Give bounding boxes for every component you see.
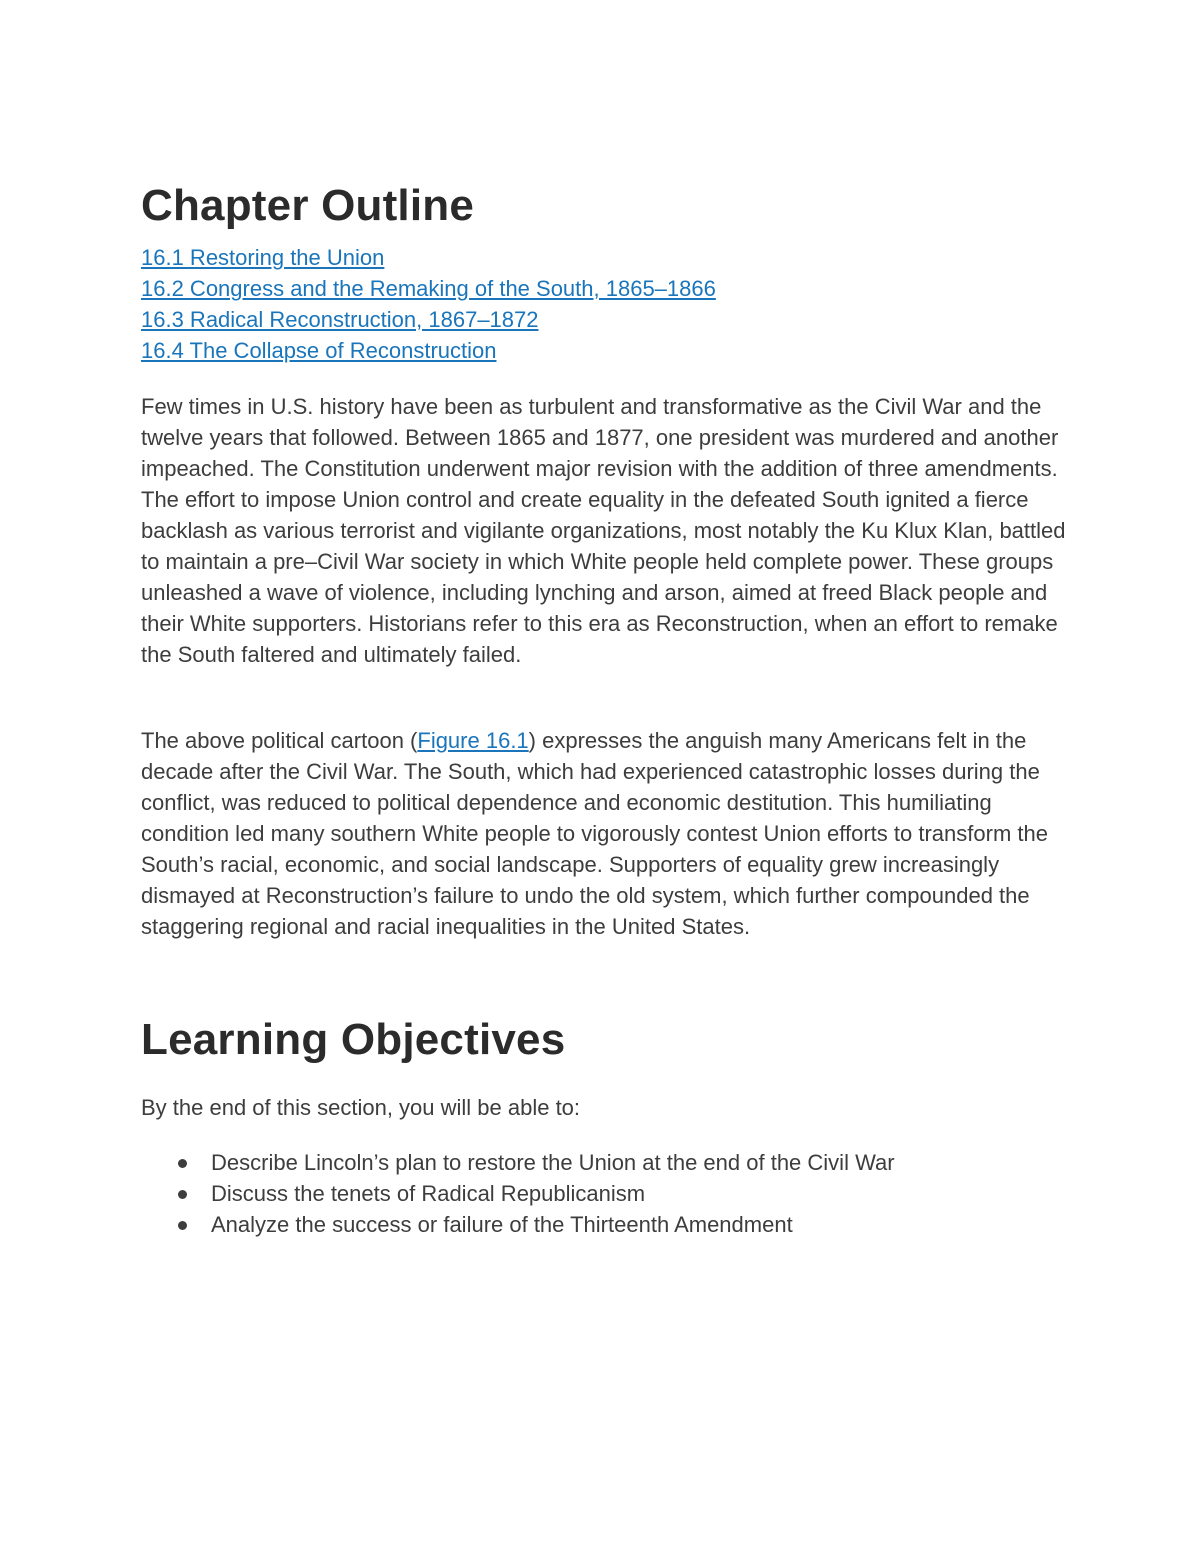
cartoon-paragraph-rest: ) expresses the anguish many Americans felt in the decade after the Civil War. The South, which had experienced catastrophic losses during the conflict, was reduced to political dependence and economic destitution. This humiliating condition led many southern White people to vigorously contest Union efforts to transform the South’s racial, economic, and social landscape. Supporters of equality grew increasingly dismayed at Reconstruction’s failure to undo the old system, which further compounded the staggering regional and racial inequalities in the United States.	[141, 728, 1048, 939]
outline-link-16-3[interactable]: 16.3 Radical Reconstruction, 1867–1872	[141, 307, 539, 332]
objective-item	[141, 1147, 895, 1178]
outline-link-16-4[interactable]: 16.4 The Collapse of Reconstruction	[141, 338, 497, 363]
objective-text: Discuss the tenets of Radical Republicanism	[211, 1181, 646, 1206]
outline-item	[141, 335, 716, 366]
objectives-intro: By the end of this section, you will be able to:	[141, 1095, 581, 1120]
outline-item	[141, 242, 716, 273]
objective-item	[141, 1209, 895, 1240]
objective-item	[141, 1178, 895, 1209]
objectives-list	[141, 1147, 895, 1240]
cartoon-paragraph	[141, 725, 1066, 942]
objective-text: Analyze the success or failure of the Thirteenth Amendment	[211, 1212, 793, 1237]
outline-link-16-1[interactable]: 16.1 Restoring the Union	[141, 245, 385, 270]
bullet-icon	[178, 1190, 187, 1199]
bullet-icon	[178, 1221, 187, 1230]
learning-objectives-heading: Learning Objectives	[141, 1015, 566, 1064]
chapter-outline-list	[141, 242, 716, 366]
chapter-outline-heading: Chapter Outline	[141, 181, 475, 230]
intro-paragraph: Few times in U.S. history have been as turbulent and transformative as the Civil War and the twelve years that followed. Between 1865 and 1877, one president was murdered and another impeached. The Constitution underwent major revision with the addition of three amendments. The effort to impose Union control and create equality in the defeated South ignited a fierce backlash as various terrorist and vigilante organizations, most notably the Ku Klux Klan, battled to maintain a pre–Civil War society in which White people held complete power. These groups unleashed a wave of violence, including lynching and arson, aimed at freed Black people and their White supporters. Historians refer to this era as Reconstruction, when an effort to remake the South faltered and ultimately failed.	[141, 394, 1066, 667]
objective-text: Describe Lincoln’s plan to restore the Union at the end of the Civil War	[211, 1150, 895, 1175]
outline-item	[141, 304, 716, 335]
figure-16-1-link[interactable]: Figure 16.1	[417, 728, 529, 753]
bullet-icon	[178, 1159, 187, 1168]
outline-link-16-2[interactable]: 16.2 Congress and the Remaking of the South, 1865–1866	[141, 276, 716, 301]
cartoon-paragraph-start: The above political cartoon (	[141, 728, 418, 753]
outline-item	[141, 273, 716, 304]
